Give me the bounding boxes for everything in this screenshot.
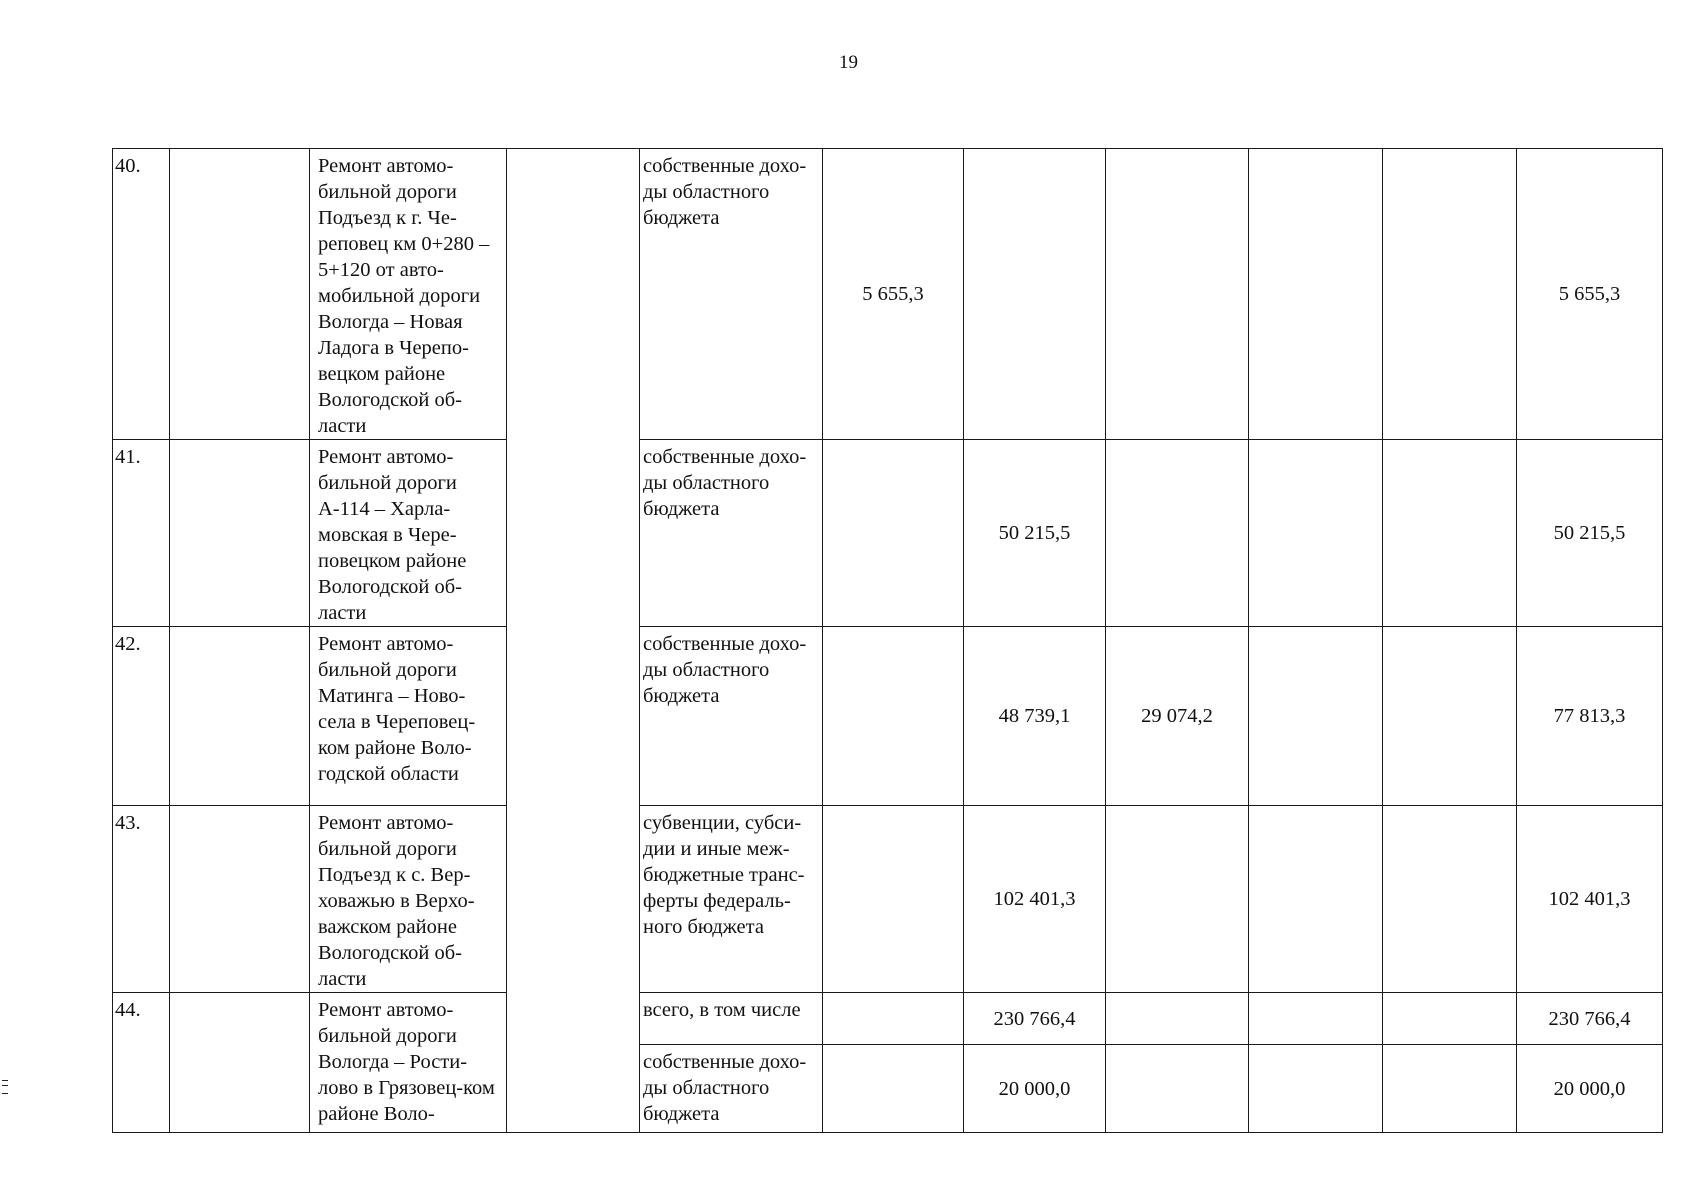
value-cell <box>1383 993 1517 1045</box>
value-cell <box>1249 440 1383 627</box>
value-cell <box>823 993 964 1045</box>
total-cell: 102 401,3 <box>1517 806 1663 993</box>
value-cell <box>1106 440 1249 627</box>
empty-cell <box>170 440 310 627</box>
value-cell: 20 000,0 <box>964 1045 1106 1133</box>
funding-source: всего, в том числе <box>640 993 823 1045</box>
value-cell <box>823 1045 964 1133</box>
object-name: Ремонт автомо-бильной дороги Матинга – Ново-села в Череповец-ком районе Воло-годской области <box>310 627 507 806</box>
empty-cell <box>170 993 310 1133</box>
value-cell: 102 401,3 <box>964 806 1106 993</box>
table-row <box>113 627 1663 806</box>
value-cell <box>1106 149 1249 440</box>
empty-cell <box>170 149 310 440</box>
total-cell: 20 000,0 <box>1517 1045 1663 1133</box>
total-cell: 230 766,4 <box>1517 993 1663 1045</box>
row-number: 40. <box>113 149 170 440</box>
funding-source: собственные дохо-ды областного бюджета <box>640 440 823 627</box>
value-cell: 48 739,1 <box>964 627 1106 806</box>
value-cell <box>1249 993 1383 1045</box>
value-cell: 29 074,2 <box>1106 627 1249 806</box>
funding-source: субвенции, субси-дии и иные меж-бюджетные транс-ферты федераль-ного бюджета <box>640 806 823 993</box>
value-cell <box>1383 627 1517 806</box>
funding-source: собственные дохо-ды областного бюджета <box>640 1045 823 1133</box>
value-cell <box>1383 440 1517 627</box>
value-cell: 230 766,4 <box>964 993 1106 1045</box>
value-cell <box>1249 149 1383 440</box>
funding-source: собственные дохо-ды областного бюджета <box>640 627 823 806</box>
value-cell <box>823 806 964 993</box>
value-cell: 5 655,3 <box>823 149 964 440</box>
empty-cell <box>170 627 310 806</box>
value-cell: 50 215,5 <box>964 440 1106 627</box>
row-number: 43. <box>113 806 170 993</box>
merged-empty-cell <box>507 149 640 1133</box>
value-cell <box>964 149 1106 440</box>
value-cell <box>1106 806 1249 993</box>
object-name: Ремонт автомо-бильной дороги Подъезд к г. Че-реповец км 0+280 – 5+120 от авто-мобильной дороги Вологда – Новая Ладога в Черепо-вецком районе Вологодской об-ласти <box>310 149 507 440</box>
row-number: 41. <box>113 440 170 627</box>
empty-cell <box>170 806 310 993</box>
table-row <box>113 149 1663 440</box>
row-number: 44. <box>113 993 170 1133</box>
object-name: Ремонт автомо-бильной дороги Вологда – Рости-лово в Грязовец-ком районе Воло- <box>310 993 507 1133</box>
object-name: Ремонт автомо-бильной дороги А-114 – Харла-мовская в Чере-повецком районе Вологодской об-ласти <box>310 440 507 627</box>
value-cell <box>1249 627 1383 806</box>
budget-table <box>112 148 1663 1133</box>
value-cell <box>1383 149 1517 440</box>
object-name: Ремонт автомо-бильной дороги Подъезд к с. Вер-ховажью в Верхо-важском районе Вологодской об-ласти <box>310 806 507 993</box>
value-cell <box>1106 993 1249 1045</box>
table-row <box>113 440 1663 627</box>
value-cell <box>1383 806 1517 993</box>
value-cell <box>823 440 964 627</box>
total-cell: 5 655,3 <box>1517 149 1663 440</box>
value-cell <box>1249 1045 1383 1133</box>
table-row <box>113 993 1663 1045</box>
value-cell <box>823 627 964 806</box>
total-cell: 50 215,5 <box>1517 440 1663 627</box>
total-cell: 77 813,3 <box>1517 627 1663 806</box>
table-row <box>113 806 1663 993</box>
value-cell <box>1249 806 1383 993</box>
page-number: 19 <box>839 52 858 73</box>
value-cell <box>1383 1045 1517 1133</box>
scan-artifact <box>2 1080 8 1094</box>
value-cell <box>1106 1045 1249 1133</box>
row-number: 42. <box>113 627 170 806</box>
funding-source: собственные дохо-ды областного бюджета <box>640 149 823 440</box>
